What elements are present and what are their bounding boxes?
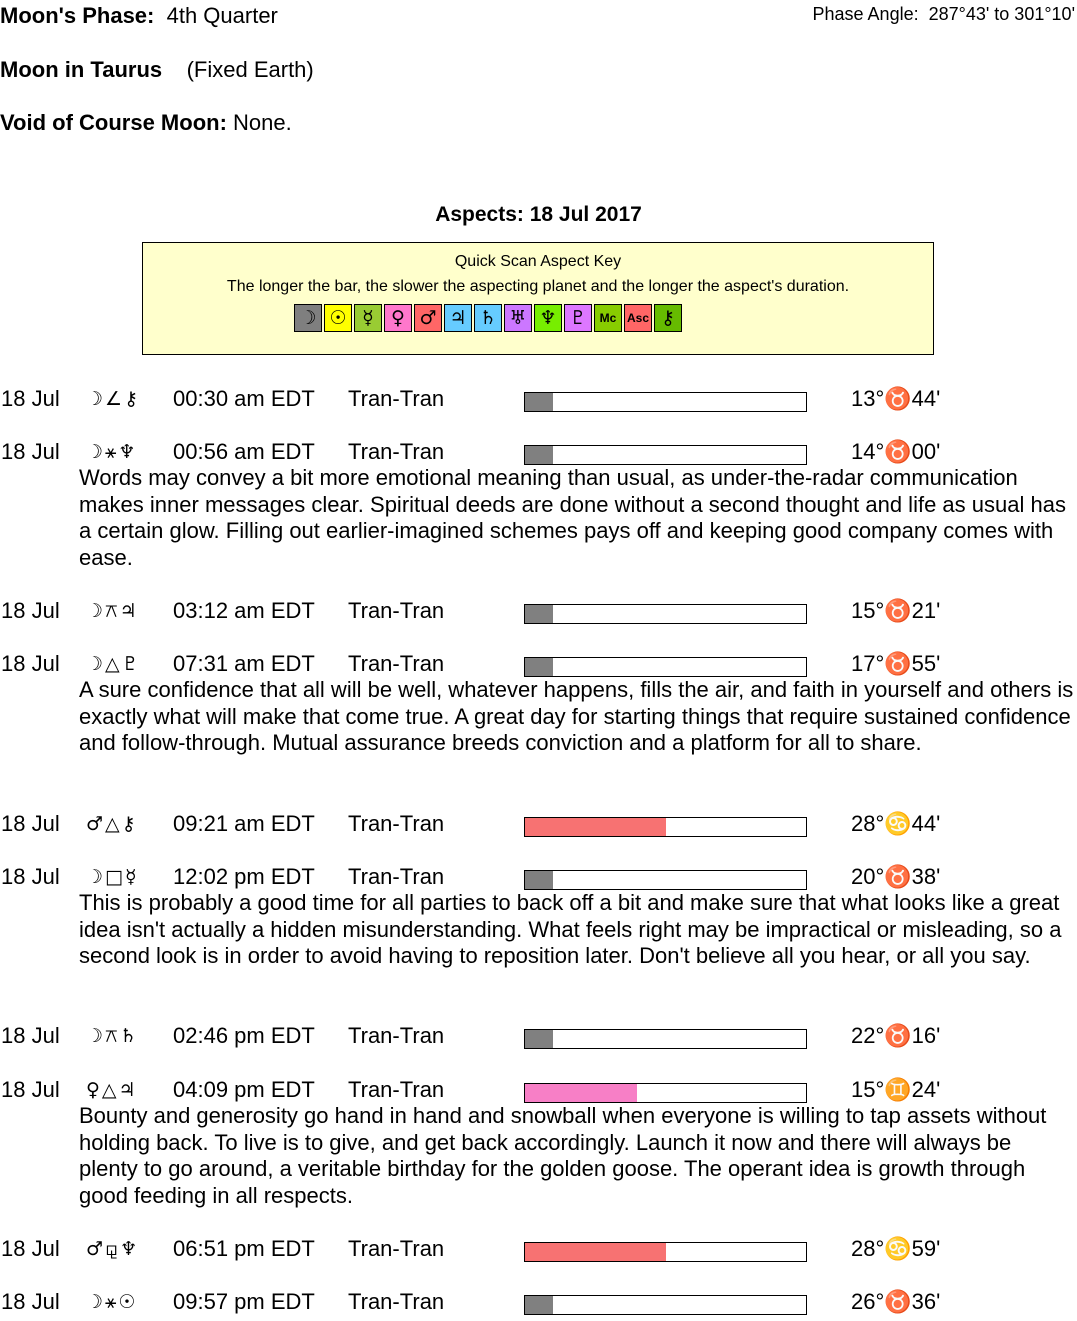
duration-bar-fill [525, 1296, 553, 1314]
duration-bar [524, 445, 807, 465]
duration-bar-fill [525, 1030, 553, 1048]
moon-phase-value: 4th Quarter [166, 3, 278, 28]
duration-bar-fill [525, 658, 553, 676]
phase-angle-value: 287°43' to 301°10' [928, 4, 1075, 24]
aspect-date: 18 Jul [1, 1236, 60, 1261]
moon-sign-label: Moon in Taurus [0, 57, 163, 82]
duration-bar [524, 1083, 807, 1103]
void-value: None. [233, 110, 292, 135]
aspect-description: A sure confidence that all will be well, whatever happens, fills the air, and faith in yourself and others is exactly what will make that come true. A great day for starting things that require sustained confidence and follow-through. Mutual assurance breeds conviction and a platform for all to share. [79, 677, 1074, 755]
aspect-date: 18 Jul [1, 439, 60, 464]
duration-bar-fill [525, 818, 666, 836]
jupiter-icon: ♃ [444, 304, 472, 332]
aspect-position: 28°♋44' [851, 811, 941, 836]
aspect-position: 28°♋59' [851, 1236, 941, 1261]
sun-icon: ☉ [324, 304, 352, 332]
void-label: Void of Course Moon: [0, 110, 227, 135]
aspect-row [0, 1289, 1077, 1319]
aspect-date: 18 Jul [1, 1077, 60, 1102]
mars-icon: ♂ [414, 304, 442, 332]
aspect-position: 14°♉00' [851, 439, 941, 464]
aspect-glyphs: ♀△♃ [86, 1079, 138, 1101]
aspect-key-swatches [294, 304, 684, 332]
ascendant-icon: Asc [624, 304, 652, 332]
aspect-glyphs: ☽⚹♆ [86, 441, 138, 463]
aspect-position: 20°♉38' [851, 864, 941, 889]
aspect-position: 13°♉44' [851, 386, 941, 411]
aspect-row [0, 811, 1077, 841]
venus-icon: ♀ [384, 304, 412, 332]
aspect-glyphs: ☽⚻♃ [86, 600, 139, 622]
duration-bar [524, 604, 807, 624]
moon-sign-line [0, 57, 314, 83]
duration-bar [524, 817, 807, 837]
void-of-course-line [0, 110, 292, 136]
aspect-glyphs: ☽⚹☉ [86, 1291, 138, 1313]
phase-angle [813, 4, 1076, 25]
aspect-glyphs: ☽△♇ [86, 653, 141, 675]
aspect-time: 07:31 am EDT [173, 651, 315, 676]
duration-bar-fill [525, 446, 553, 464]
aspect-description: This is probably a good time for all parties to back off a bit and make sure that what looks like a great idea isn't actually a hidden misunderstanding. What feels right may be impractical or misleading, so a second look is in order to avoid having to reposition later. Don't believe all you hear, or all you say. [79, 890, 1062, 968]
aspect-date: 18 Jul [1, 864, 60, 889]
duration-bar [524, 1242, 807, 1262]
aspect-type: Tran-Tran [348, 811, 445, 836]
moon-icon: ☽ [294, 304, 322, 332]
aspect-time: 04:09 pm EDT [173, 1077, 315, 1102]
aspect-glyphs: ♂△⚷ [86, 813, 138, 835]
aspect-description: Words may convey a bit more emotional meaning than usual, as under-the-radar communication makes inner messages clear. Spiritual deeds are done without a second thought and life as usual has a certain glow. Filling out earlier-imagined schemes pays off and keeping good company comes with ease. [79, 465, 1066, 570]
aspect-type: Tran-Tran [348, 386, 445, 411]
chiron-icon: ⚷ [654, 304, 682, 332]
aspect-time: 03:12 am EDT [173, 598, 315, 623]
mercury-icon: ☿ [354, 304, 382, 332]
phase-angle-label: Phase Angle: [812, 4, 919, 24]
aspect-date: 18 Jul [1, 1023, 60, 1048]
aspect-date: 18 Jul [1, 811, 60, 836]
duration-bar [524, 870, 807, 890]
aspect-key-title: Quick Scan Aspect Key [454, 253, 622, 270]
aspect-type: Tran-Tran [348, 1077, 445, 1102]
moon-phase-line [0, 3, 278, 29]
aspect-key-box [142, 242, 934, 355]
aspect-time: 02:46 pm EDT [173, 1023, 315, 1048]
aspect-time: 09:57 pm EDT [173, 1289, 315, 1314]
aspect-position: 15°♉21' [851, 598, 941, 623]
aspect-position: 15°♊24' [851, 1077, 941, 1102]
duration-bar-fill [525, 605, 553, 623]
aspect-row [0, 386, 1077, 416]
aspect-glyphs: ☽∠⚷ [86, 388, 140, 410]
aspect-type: Tran-Tran [348, 1236, 445, 1261]
aspect-date: 18 Jul [1, 386, 60, 411]
aspect-type: Tran-Tran [348, 651, 445, 676]
aspect-key-description: The longer the bar, the slower the aspecting planet and the longer the aspect's duration. [226, 278, 850, 295]
pluto-icon: ♇ [564, 304, 592, 332]
aspect-time: 09:21 am EDT [173, 811, 315, 836]
aspect-time: 06:51 pm EDT [173, 1236, 315, 1261]
aspect-type: Tran-Tran [348, 1289, 445, 1314]
aspects-title: Aspects: 18 Jul 2017 [435, 203, 642, 226]
aspect-type: Tran-Tran [348, 439, 445, 464]
aspect-row [0, 598, 1077, 628]
aspect-row [0, 1236, 1077, 1266]
aspect-position: 22°♉16' [851, 1023, 941, 1048]
duration-bar-fill [525, 871, 553, 889]
duration-bar [524, 657, 807, 677]
aspect-glyphs: ☽□☿ [86, 866, 139, 888]
moon-sign-detail: (Fixed Earth) [186, 57, 314, 82]
aspect-type: Tran-Tran [348, 598, 445, 623]
midheaven-icon: Mc [594, 304, 622, 332]
aspect-row [0, 1023, 1077, 1053]
neptune-icon: ♆ [534, 304, 562, 332]
duration-bar [524, 1295, 807, 1315]
duration-bar-fill [525, 1084, 637, 1102]
aspect-position: 26°♉36' [851, 1289, 941, 1314]
aspect-description: Bounty and generosity go hand in hand and snowball when everyone is willing to tap assets without holding back. To live is to give, and get back accordingly. Launch it now and there will always be plenty to go around, a veritable birthday for the golden goose. The operant idea is growth through good feeding in all respects. [79, 1103, 1047, 1208]
saturn-icon: ♄ [474, 304, 502, 332]
uranus-icon: ♅ [504, 304, 532, 332]
aspect-time: 12:02 pm EDT [173, 864, 315, 889]
aspect-glyphs: ♂⚼♆ [86, 1238, 140, 1260]
aspect-date: 18 Jul [1, 651, 60, 676]
aspect-date: 18 Jul [1, 598, 60, 623]
aspect-type: Tran-Tran [348, 864, 445, 889]
aspect-glyphs: ☽⚻♄ [86, 1025, 139, 1047]
duration-bar-fill [525, 393, 553, 411]
aspect-date: 18 Jul [1, 1289, 60, 1314]
aspect-type: Tran-Tran [348, 1023, 445, 1048]
aspect-time: 00:56 am EDT [173, 439, 315, 464]
duration-bar-fill [525, 1243, 666, 1261]
duration-bar [524, 392, 807, 412]
duration-bar [524, 1029, 807, 1049]
aspect-position: 17°♉55' [851, 651, 941, 676]
moon-phase-label: Moon's Phase: [0, 3, 155, 28]
aspect-time: 00:30 am EDT [173, 386, 315, 411]
